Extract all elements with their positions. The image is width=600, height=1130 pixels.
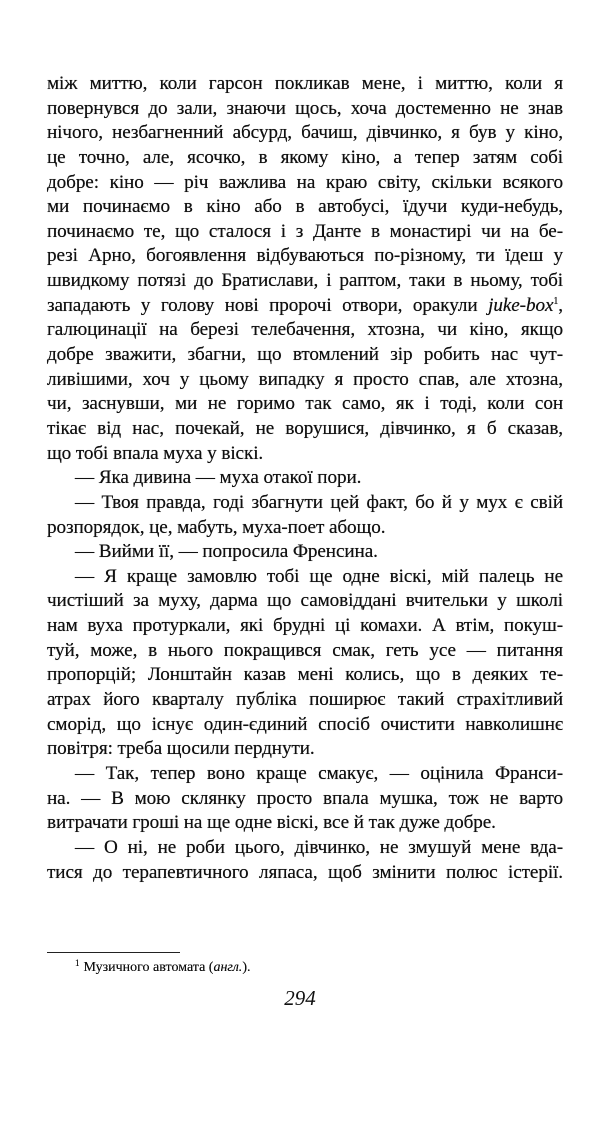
text-line: [47, 121, 563, 146]
text-segment: juke-box: [488, 294, 554, 316]
text-line: [47, 589, 563, 614]
text-segment: пропорцій; Лонштайн казав мені колись, що в деяких те-: [47, 664, 563, 686]
text-segment: нічого, незбагненний абсурд, бачиш, дівчинко, я був у кіно,: [47, 122, 563, 144]
text-segment: — О ні, не роби цього, дівчинко, не змушуй мене вда-: [75, 836, 563, 858]
text-line: [47, 516, 563, 541]
text-segment: ,: [558, 294, 563, 316]
text-line: [47, 861, 563, 886]
text-line: [47, 688, 563, 713]
text-segment: ми починаємо в кіно або в автобусі, їдучи куди-небудь,: [47, 196, 563, 218]
text-line: [47, 762, 563, 787]
text-line: [47, 72, 563, 97]
page-number: 294: [284, 986, 316, 1010]
text-segment: що тобі впала муха у віскі.: [47, 442, 264, 464]
text-line: [47, 195, 563, 220]
text-line: [47, 171, 563, 196]
text-line: [47, 146, 563, 171]
text-line: [47, 318, 563, 343]
text-line: [47, 713, 563, 738]
footnote-abbr: англ.: [213, 960, 243, 975]
text-segment: — Так, тепер воно краще смакує, — оцінила Франси-: [75, 762, 563, 784]
text-segment: розпорядок, це, мабуть, муха-поет абощо.: [47, 516, 386, 538]
text-segment: сморід, що існує один-єдиний спосіб очистити навколишнє: [47, 713, 563, 735]
text-line: [47, 614, 563, 639]
text-segment: повітря: треба щосили перднути.: [47, 738, 315, 760]
text-line: [47, 220, 563, 245]
footnote-divider: [47, 952, 180, 953]
text-line: [47, 343, 563, 368]
text-line: [47, 269, 563, 294]
text-line: [47, 811, 563, 836]
text-segment: швидкому потязі до Братислави, і раптом, таки в ньому, тобі: [47, 270, 563, 292]
text-line: [47, 737, 563, 762]
text-line: [47, 368, 563, 393]
footnote-mark: 1: [75, 958, 80, 968]
text-segment: на. — В мою склянку просто впала мушка, тож не варто: [47, 787, 563, 809]
footnote: [75, 958, 250, 976]
text-segment: ливішими, хоч у цьому випадку я просто спав, але хтозна,: [47, 368, 563, 390]
text-segment: чистіший за муху, дарма що самовіддані вчительки у школі: [47, 590, 563, 612]
text-segment: тікає від нас, почекай, не ворушися, дівчинко, я б сказав,: [47, 417, 563, 439]
text-line: [47, 836, 563, 861]
text-line: [47, 787, 563, 812]
text-segment: тися до терапевтичного ляпаса, щоб змінити полюс істерії.: [47, 861, 563, 883]
text-line: [47, 294, 563, 319]
text-segment: чи, заснувши, ми не горимо так само, як і тоді, коли сон: [47, 393, 563, 415]
footnote-reference: 1: [553, 295, 559, 307]
text-segment: нам вуха протуркали, які брудні ці комахи. А втім, покуш-: [47, 615, 563, 637]
text-line: [47, 491, 563, 516]
text-line: [47, 466, 563, 491]
text-segment: це точно, але, ясочко, в якому кіно, а тепер затям собі: [47, 146, 563, 168]
text-segment: атрах його кварталу публіка поширює такий страхітливий: [47, 689, 563, 711]
text-line: [47, 663, 563, 688]
text-segment: туй, може, в нього покращився смак, геть усе — питання: [47, 639, 563, 661]
text-line: [47, 392, 563, 417]
text-segment: западають у голову нові пророчі отвори, оракули: [47, 294, 489, 316]
footnote-text: Музичного автомата (: [83, 960, 214, 975]
text-segment: витрачати гроші на ще одне віскі, все й так дуже добре.: [47, 812, 496, 834]
text-segment: — Твоя правда, годі збагнути цей факт, бо й у мух є свій: [75, 491, 563, 513]
text-segment: починаємо те, що сталося і з Данте в монастирі чи на бе-: [47, 220, 563, 242]
body-text: [47, 72, 563, 885]
text-line: [47, 244, 563, 269]
text-segment: між миттю, коли гарсон покликав мене, і миттю, коли я: [47, 73, 563, 94]
text-segment: резі Арно, богоявлення відбуваються по-різному, ти їдеш у: [47, 245, 563, 267]
text-line: [47, 565, 563, 590]
text-segment: — Вийми її, — попросила Френсина.: [75, 541, 378, 563]
footnote-close: ).: [242, 960, 251, 975]
text-segment: добре зважити, збагни, що втомлений зір робить нас чут-: [47, 344, 563, 366]
text-line: [47, 540, 563, 565]
text-line: [47, 442, 563, 467]
text-segment: — Яка дивина — муха отакої пори.: [75, 467, 362, 489]
text-segment: добре: кіно — річ важлива на краю світу, скільки всякого: [47, 171, 563, 193]
text-line: [47, 639, 563, 664]
text-line: [47, 97, 563, 122]
text-segment: галюцинації на березі телебачення, хтозна, чи кіно, якщо: [47, 319, 563, 341]
text-segment: повернувся до зали, знаючи щось, хоча достеменно не знав: [47, 97, 563, 119]
text-line: [47, 417, 563, 442]
text-segment: — Я краще замовлю тобі ще одне віскі, мій палець не: [75, 565, 563, 587]
